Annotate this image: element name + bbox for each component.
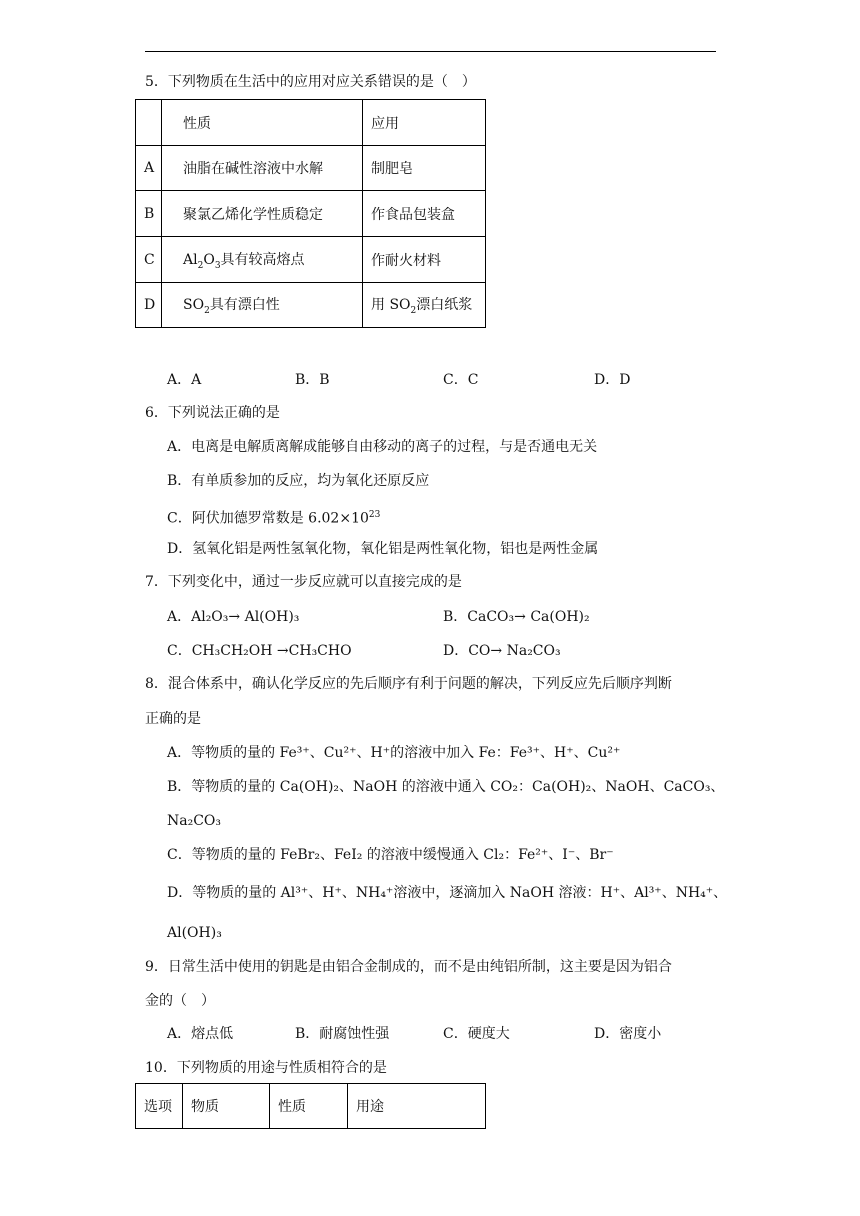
q9-stem-line1: 9．日常生活中使用的钥匙是由铝合金制成的，而不是由纯铝所制，这主要是因为铝合 [145, 959, 672, 975]
q10-header-substance: 物质 [183, 1084, 270, 1129]
q8-option-b-line1[interactable]: B．等物质的量的 Ca(OH)₂、NaOH 的溶液中通入 CO₂：Ca(OH)₂、NaOH、CaCO₃、 [167, 779, 725, 795]
q5-row-d-label: D [136, 283, 162, 328]
q5-row-a-use: 制肥皂 [363, 146, 486, 191]
q8-option-a[interactable]: A．等物质的量的 Fe³⁺、Cu²⁺、H⁺的溶液中加入 Fe：Fe³⁺、H⁺、Cu²⁺ [167, 745, 621, 761]
q10-table [135, 1083, 486, 1129]
q5-stem: 5．下列物质在生活中的应用对应关系错误的是（ ） [145, 74, 476, 90]
q5-row-b-label: B [136, 191, 162, 237]
q9-option-b[interactable]: B．耐腐蚀性强 [295, 1026, 390, 1042]
q8-option-d-line2[interactable]: Al(OH)₃ [167, 925, 222, 941]
q6-option-a[interactable]: A．电离是电解质离解成能够自由移动的离子的过程，与是否通电无关 [167, 439, 598, 455]
q5-table-header-use: 应用 [363, 100, 486, 146]
q7-option-b[interactable]: B．CaCO₃→ Ca(OH)₂ [443, 609, 590, 625]
q5-option-a[interactable]: A．A [167, 372, 202, 388]
q9-stem-line2: 金的（ ） [145, 993, 215, 1009]
q5-option-c[interactable]: C．C [443, 372, 479, 388]
q5-table-header-prop: 性质 [162, 100, 363, 146]
q5-row-b-prop: 聚氯乙烯化学性质稳定 [162, 191, 363, 237]
q8-stem-line2: 正确的是 [145, 711, 201, 727]
q7-option-c[interactable]: C．CH₃CH₂OH →CH₃CHO [167, 643, 352, 659]
q9-option-d[interactable]: D．密度小 [594, 1026, 662, 1042]
q8-option-b-line2[interactable]: Na₂CO₃ [167, 813, 222, 829]
q8-stem-line1: 8．混合体系中，确认化学反应的先后顺序有利于问题的解决，下列反应先后顺序判断 [145, 676, 672, 692]
q10-header-use: 用途 [348, 1084, 486, 1129]
q10-stem: 10．下列物质的用途与性质相符合的是 [145, 1060, 387, 1076]
q7-option-d[interactable]: D．CO→ Na₂CO₃ [443, 643, 561, 659]
q5-row-a-label: A [136, 146, 162, 191]
q8-option-c[interactable]: C．等物质的量的 FeBr₂、FeI₂ 的溶液中缓慢通入 Cl₂：Fe²⁺、I⁻、Br⁻ [167, 847, 614, 863]
q5-row-a-prop: 油脂在碱性溶液中水解 [162, 146, 363, 191]
q10-header-option: 选项 [136, 1084, 183, 1129]
q6-option-b[interactable]: B．有单质参加的反应，均为氧化还原反应 [167, 473, 430, 489]
q6-option-d[interactable]: D．氢氧化铝是两性氢氧化物，氧化铝是两性氧化物，铝也是两性金属 [167, 541, 599, 557]
q9-option-c[interactable]: C．硬度大 [443, 1026, 510, 1042]
q6-stem: 6．下列说法正确的是 [145, 405, 280, 421]
header-rule [145, 51, 716, 52]
q5-option-b[interactable]: B．B [295, 372, 330, 388]
q6-option-c[interactable]: C．阿伏加德罗常数是 $6.02\times 10^{23}$ [167, 510, 381, 527]
q9-option-a[interactable]: A．熔点低 [167, 1026, 234, 1042]
q5-option-d[interactable]: D．D [594, 372, 631, 388]
q7-option-a[interactable]: A．Al₂O₃→ Al(OH)₃ [167, 609, 300, 625]
q7-stem: 7．下列变化中，通过一步反应就可以直接完成的是 [145, 574, 462, 590]
q5-row-d-use: 用 $SO_2$漂白纸浆 [363, 283, 486, 328]
q5-table-header-blank [136, 100, 162, 146]
q5-row-c-prop: $Al_2O_3$具有较高熔点 [162, 237, 363, 283]
q5-row-d-prop: $SO_2$具有漂白性 [162, 283, 363, 328]
q5-table [135, 99, 486, 328]
q5-row-c-label: C [136, 237, 162, 283]
q10-header-property: 性质 [270, 1084, 348, 1129]
q5-row-c-use: 作耐火材料 [363, 237, 486, 283]
q5-row-b-use: 作食品包装盒 [363, 191, 486, 237]
q8-option-d-line1[interactable]: D．等物质的量的 Al³⁺、H⁺、NH₄⁺溶液中，逐滴加入 NaOH 溶液：H⁺、Al³⁺、NH₄⁺、 [167, 885, 728, 901]
